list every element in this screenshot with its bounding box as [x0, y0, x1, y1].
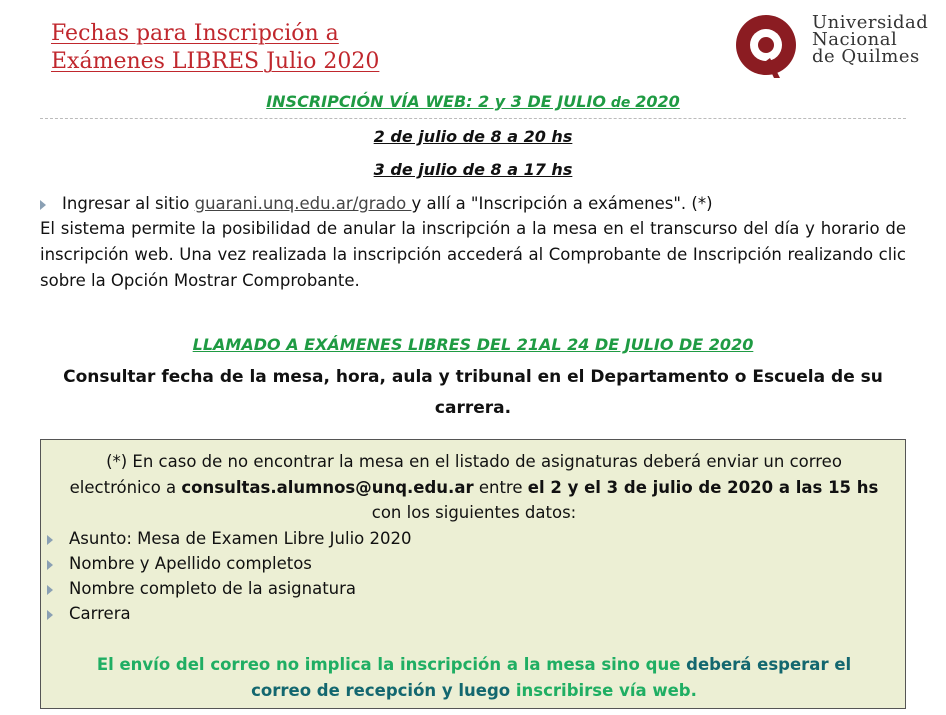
cancel-info-paragraph: El sistema permite la posibilidad de anular la inscripción a la mesa en el transcurso del día y horario de inscripción web. Una vez realizada la inscripción accederá al Comprobante de Inscripción realizando clic sobre la Opción Mostrar Comprobante.	[40, 219, 906, 290]
unq-emblem-icon	[726, 12, 806, 82]
inscription-heading-mid: de	[605, 95, 636, 111]
call-heading: LLAMADO A EXÁMENES LIBRES DEL 21AL 24 DE JULIO DE 2020	[192, 335, 754, 354]
notice-footer-line-1	[41, 652, 907, 678]
bullet-arrow-icon	[40, 200, 46, 210]
item-career: Carrera	[69, 604, 131, 623]
footer-teal-2: correo de recepción y luego	[251, 681, 511, 700]
list-item	[41, 602, 131, 626]
inscription-heading	[0, 92, 946, 111]
access-instruction	[40, 192, 713, 216]
logo-wordmark	[812, 14, 928, 65]
date-line-1: 2 de julio de 8 a 20 hs	[373, 127, 573, 146]
notice-line-1: (*) En caso de no encontrar la mesa en el listado de asignaturas deberá enviar un correo	[106, 452, 842, 471]
university-logo	[726, 12, 940, 82]
bullet-arrow-icon	[47, 560, 53, 570]
list-item	[41, 552, 312, 576]
notice-line-2	[41, 475, 907, 501]
bullet-arrow-icon	[47, 535, 53, 545]
consult-instruction: Consultar fecha de la mesa, hora, aula y tribunal en el Departamento o Escuela de su carrera.	[63, 367, 883, 418]
bullet-arrow-icon	[47, 610, 53, 620]
access-text-after: y allí a "Inscripción a exámenes". (*)	[411, 194, 713, 213]
footer-teal-1: deberá esperar el	[686, 655, 852, 674]
title-line-2: Exámenes LIBRES Julio 2020	[51, 49, 380, 74]
notice-line-2-b: entre	[473, 478, 528, 497]
item-subject: Asunto: Mesa de Examen Libre Julio 2020	[69, 529, 412, 548]
title-line-1: Fechas para Inscripción a	[51, 21, 339, 46]
support-email[interactable]: consultas.alumnos@unq.edu.ar	[181, 478, 474, 497]
notice-line-2-a: electrónico a	[69, 478, 182, 497]
footer-green-2: inscribirse vía web.	[510, 681, 697, 700]
logo-line-1: Universidad	[812, 12, 929, 33]
notice-line-3: con los siguientes datos:	[371, 503, 577, 522]
logo-line-3: de Quilmes	[812, 46, 920, 67]
item-name: Nombre y Apellido completos	[69, 554, 312, 573]
list-item	[41, 527, 412, 551]
list-item	[41, 577, 356, 601]
footer-green-1: El envío del correo no implica la inscripción a la mesa sino que	[96, 655, 687, 674]
notice-deadline: el 2 y el 3 de julio de 2020 a las 15 hs	[527, 478, 879, 497]
notice-footer-line-2	[41, 678, 907, 704]
logo-line-2: Nacional	[812, 29, 898, 50]
inscription-heading-main: INSCRIPCIÓN VÍA WEB: 2 y 3 DE JULIO	[266, 92, 606, 111]
email-notice-box	[40, 439, 906, 709]
inscription-heading-year: 2020	[635, 92, 680, 111]
guarani-link[interactable]: guarani.unq.edu.ar/grado	[194, 194, 412, 213]
item-course: Nombre completo de la asignatura	[69, 579, 357, 598]
dotted-divider	[40, 118, 906, 119]
bullet-arrow-icon	[47, 585, 53, 595]
date-line-2: 3 de julio de 8 a 17 hs	[373, 160, 573, 179]
access-text-before: Ingresar al sitio	[62, 194, 195, 213]
page-title	[51, 20, 379, 76]
